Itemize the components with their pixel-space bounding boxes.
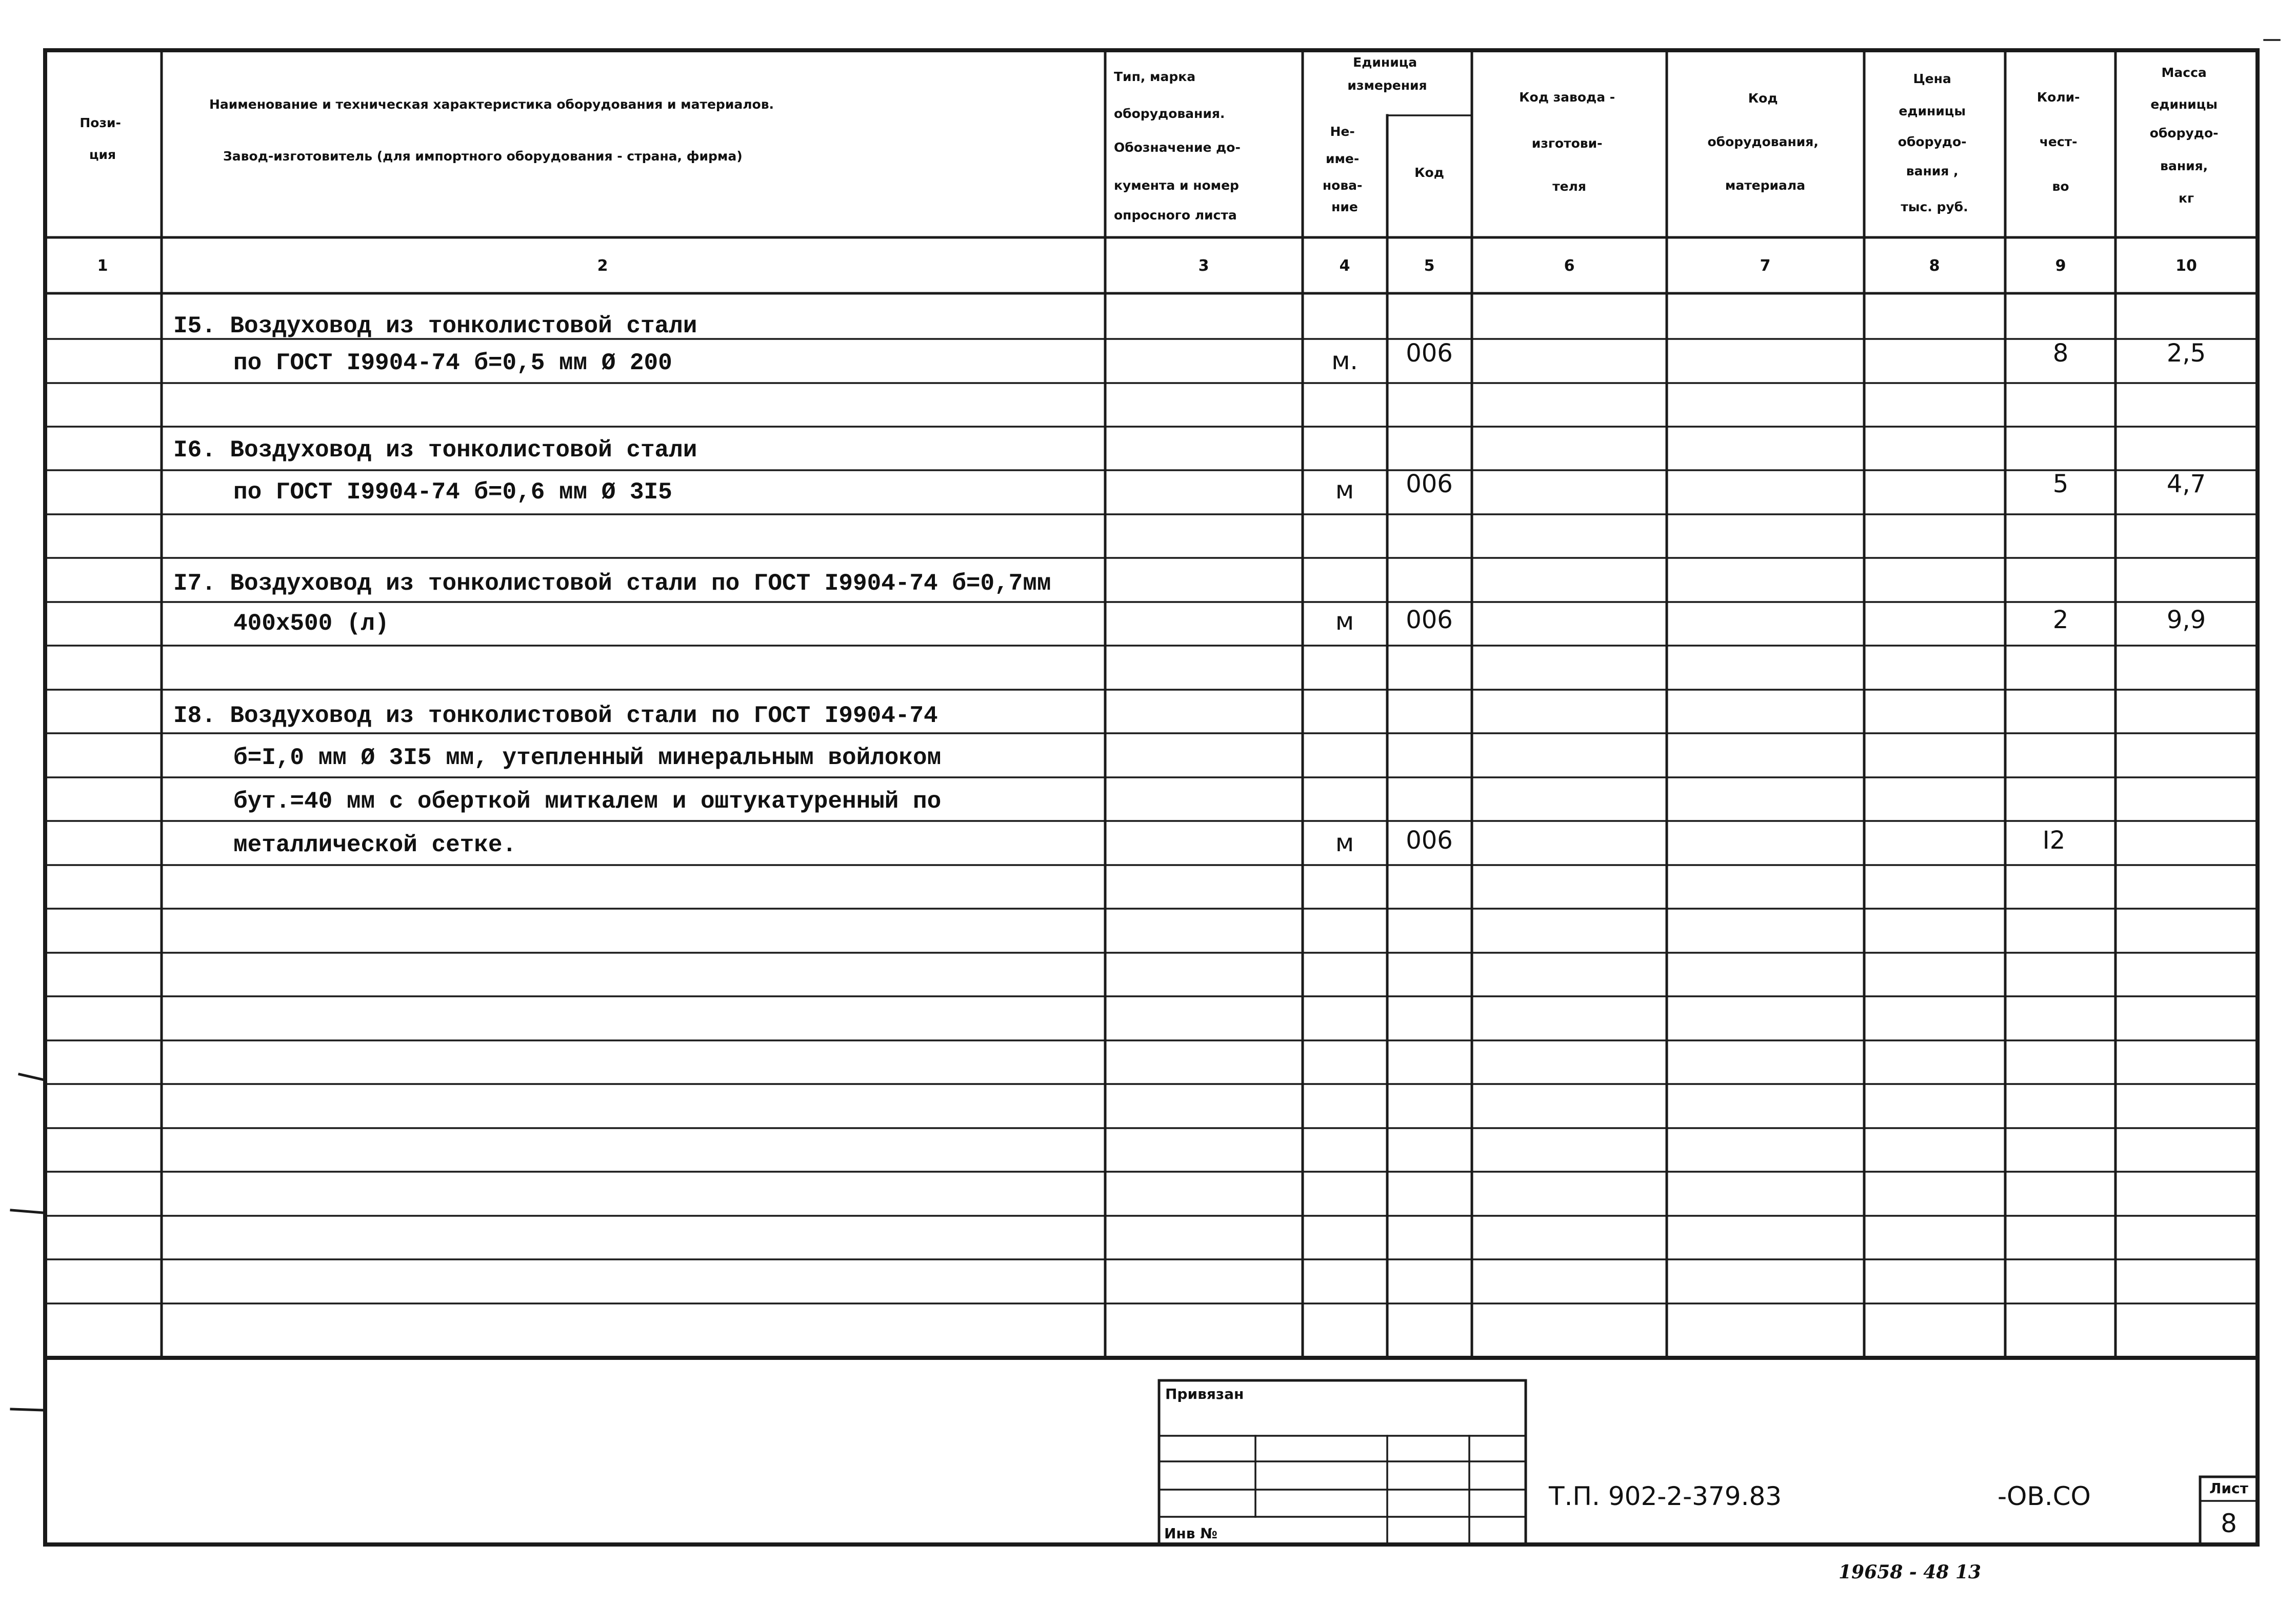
item-quantity: 8 [2052, 339, 2069, 368]
item-mass: 4,7 [2166, 470, 2206, 498]
header-price: Цена единицы оборудо- вания , тыс. руб. [1898, 71, 1968, 214]
item-code: 006 [1406, 606, 1453, 634]
title-block [1164, 1386, 2249, 1542]
stamp-privyazan-label: Привязан [1165, 1386, 1244, 1402]
item-description-line: металлической сетке. [233, 832, 517, 858]
header-type: Тип, марка оборудования. Обозначение до- кумента и номер опросного листа [1114, 69, 1241, 223]
item-code: 006 [1406, 826, 1453, 855]
column-number: 9 [2055, 257, 2066, 275]
header-unit: Единица измерения [1347, 55, 1427, 93]
handwritten-registration-number: 19658 - 48 13 [1839, 1561, 1981, 1583]
item-description-line: I6. Воздуховод из тонколистовой стали [173, 437, 697, 464]
column-number: 1 [97, 257, 108, 275]
sheet-label: Лист [2209, 1480, 2248, 1497]
item-quantity: I2 [2042, 826, 2066, 855]
document-designation: Т.П. 902-2-379.83 [1549, 1481, 1782, 1511]
item-quantity: 5 [2052, 470, 2069, 498]
column-number: 2 [597, 257, 608, 275]
table-header [79, 55, 2223, 223]
header-unit-name: Не- име- нова- ние [1322, 124, 1363, 214]
column-number: 8 [1929, 257, 1940, 275]
item-17 [173, 570, 2206, 637]
item-quantity: 2 [2052, 606, 2069, 634]
header-quantity: Коли- чест- во [2037, 90, 2080, 194]
column-number: 7 [1760, 257, 1771, 275]
sheet-number: 8 [2221, 1509, 2237, 1538]
column-numbers [97, 257, 2197, 275]
item-18 [173, 703, 2065, 858]
item-code: 006 [1406, 470, 1453, 498]
item-description-line: I5. Воздуховод из тонколистовой стали [173, 313, 697, 339]
item-unit: м. [1331, 347, 1358, 375]
item-unit: м [1335, 829, 1354, 857]
column-number: 5 [1424, 257, 1435, 275]
item-description-line: I7. Воздуховод из тонколистовой стали по ГОСТ I9904-74 б=0,7мм [173, 570, 1051, 597]
item-16 [173, 437, 2206, 506]
item-mass: 9,9 [2166, 606, 2206, 634]
item-unit: м [1335, 476, 1354, 505]
item-description-line: по ГОСТ I9904-74 б=0,6 мм Ø 3I5 [233, 479, 672, 506]
column-number: 10 [2175, 257, 2197, 275]
header-name: Наименование и техническая характеристика оборудования и материалов. Завод-изготовитель (для импортного оборудования - страна, фирма) [209, 97, 774, 164]
item-15 [173, 313, 2206, 376]
header-position: Пози- ция [79, 115, 121, 162]
item-mass: 2,5 [2166, 339, 2206, 368]
column-number: 3 [1198, 257, 1209, 275]
document-mark: -ОВ.СО [1998, 1481, 2091, 1511]
item-description-line: б=I,0 мм Ø 3I5 мм, утепленный минеральным войлоком [233, 745, 942, 771]
item-code: 006 [1406, 339, 1453, 368]
title-block-grid [1159, 1380, 2258, 1544]
column-number: 4 [1339, 257, 1350, 275]
column-number: 6 [1564, 257, 1575, 275]
stamp-inventory-label: Инв № [1164, 1525, 1217, 1542]
header-material-code: Код оборудования, материала [1707, 91, 1819, 193]
header-unit-code: Код [1414, 165, 1444, 180]
item-description-line: бут.=40 мм с оберткой миткалем и оштукатуренный по [233, 788, 942, 815]
item-description-line: 400x500 (л) [233, 610, 389, 637]
header-mass: Масса единицы оборудо- вания, кг [2149, 65, 2219, 206]
item-unit: м [1335, 607, 1354, 636]
header-maker-code: Код завода - изготови- теля [1519, 90, 1615, 194]
item-description-line: по ГОСТ I9904-74 б=0,5 мм Ø 200 [233, 350, 672, 376]
item-description-line: I8. Воздуховод из тонколистовой стали по ГОСТ I9904-74 [173, 703, 938, 729]
